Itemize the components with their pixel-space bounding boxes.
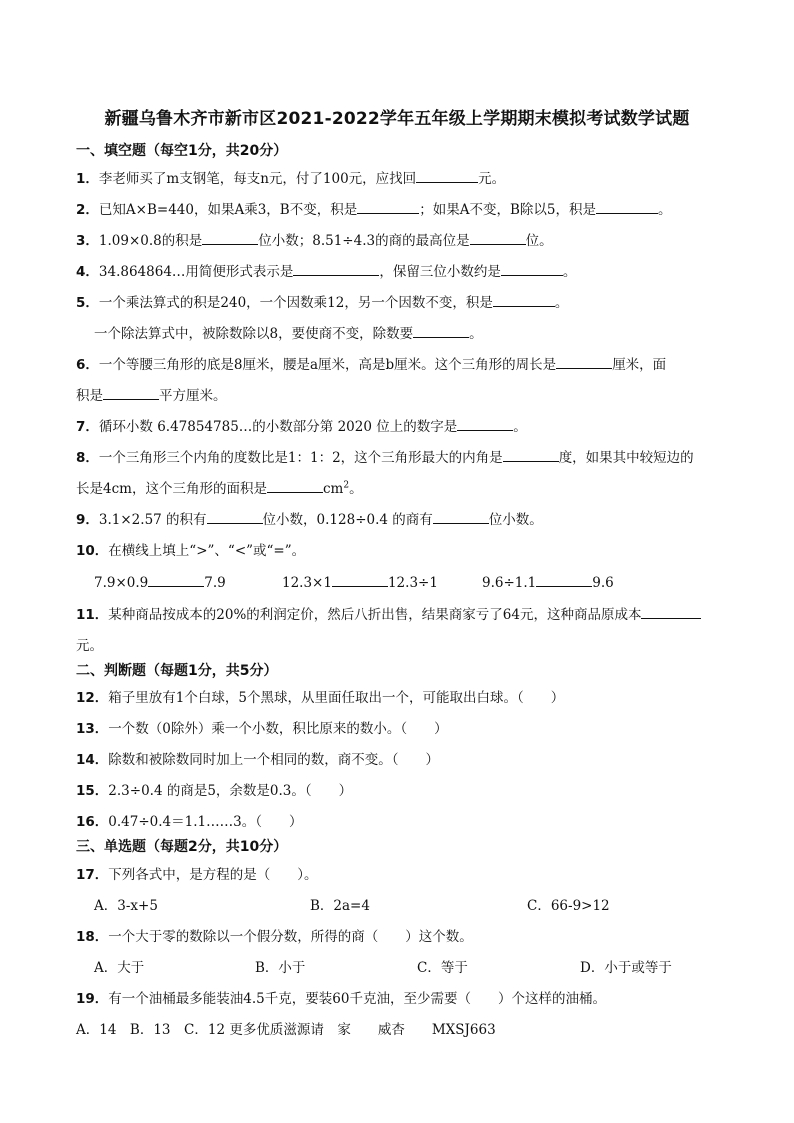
question-11 [76, 603, 748, 623]
question-text: 厘米，面 [612, 357, 667, 373]
question-2 [76, 198, 748, 218]
compare-left: 12.3×1 [282, 575, 332, 591]
question-text: 元。 [478, 171, 506, 187]
question-number: 2． [76, 202, 99, 218]
answer-blank[interactable] [207, 509, 263, 524]
question-number: 17． [76, 867, 109, 883]
question-10 [76, 539, 748, 559]
answer-blank[interactable] [357, 199, 419, 214]
question-text: 平方厘米。 [159, 388, 227, 404]
question-text: 除数和被除数同时加上一个相同的数，商不变。 [108, 752, 392, 768]
section-true-false-title: 二、判断题（每题1分，共5分） [76, 663, 278, 679]
judge-parentheses[interactable]: （ ） [516, 690, 565, 706]
question-8 [76, 446, 748, 466]
question-text: 位小数，0.128÷0.4 的商有 [262, 512, 433, 528]
compare-item-a [94, 572, 226, 591]
question-text: 一个乘法算式的积是240，一个因数乘12，另一个因数不变，积是 [98, 295, 493, 311]
section-fill-in-title: 一、填空题（每空1分，共20分） [76, 143, 288, 159]
question-number: 9． [76, 512, 99, 528]
judge-parentheses[interactable]: （ ） [391, 752, 440, 768]
question-number: 12． [76, 690, 109, 706]
unit-text: cm [322, 481, 344, 497]
question-text: 。 [554, 295, 569, 311]
question-text: 。 [658, 202, 672, 218]
answer-blank[interactable] [501, 261, 563, 276]
question-number: 18． [76, 929, 109, 945]
question-text: 。 [513, 419, 527, 435]
option-a[interactable]: A．3-x+5 [94, 898, 158, 914]
question-text: 位小数；8.51÷4.3的商的最高位是 [258, 233, 470, 249]
option-c[interactable]: C．66-9>12 [527, 898, 610, 914]
question-6 [76, 353, 748, 373]
question-text: 0.47÷0.4＝1.1……3。 [108, 814, 256, 830]
compare-left: 9.6÷1.1 [482, 575, 537, 591]
question-text: 。 [469, 326, 483, 342]
question-6-line-2 [76, 384, 748, 404]
question-text: 3.1×2.57 的积有 [98, 512, 207, 528]
compare-left: 7.9×0.9 [94, 575, 149, 591]
question-number: 15． [76, 783, 109, 799]
question-text: 34.864864…用简便形式表示是 [98, 264, 294, 280]
question-number: 3． [76, 233, 99, 249]
answer-blank[interactable] [641, 604, 701, 619]
judge-parentheses[interactable]: （ ） [400, 721, 448, 737]
section-multiple-choice-title: 三、单选题（每题2分，共10分） [76, 839, 288, 855]
question-text: 下列各式中，是方程的是（ ）。 [108, 867, 318, 883]
answer-blank[interactable] [293, 261, 379, 276]
question-11-line-2 [76, 634, 748, 654]
judge-parentheses[interactable]: （ ） [255, 814, 303, 830]
question-text: 一个大于零的数除以一个假分数，所得的商（ ）这个数。 [108, 929, 473, 945]
option-c[interactable]: C．等于 [417, 960, 468, 976]
answer-blank[interactable] [148, 572, 204, 587]
question-text: 1.09×0.8的积是 [98, 233, 203, 249]
question-7 [76, 415, 748, 435]
question-number: 10． [76, 543, 109, 559]
question-text: 度，如果其中较短边的 [558, 450, 694, 466]
page-title: 新疆乌鲁木齐市新市区2021-2022学年五年级上学期期末模拟考试数学试题 [104, 109, 690, 129]
question-16 [76, 810, 748, 830]
question-3 [76, 229, 748, 249]
question-18 [76, 925, 748, 945]
question-number: 16． [76, 814, 109, 830]
question-15 [76, 779, 748, 799]
answer-blank[interactable] [457, 416, 513, 431]
answer-blank[interactable] [470, 230, 526, 245]
compare-item-b [282, 572, 438, 591]
question-14 [76, 748, 748, 768]
question-text: 已知A×B=440，如果A乘3，B不变，积是 [98, 202, 358, 218]
question-8-line-2 [76, 477, 748, 497]
question-text: ；如果A不变，B除以5，积是 [419, 202, 596, 218]
question-19 [76, 987, 748, 1007]
answer-blank[interactable] [267, 478, 323, 493]
question-text: 2.3÷0.4 的商是5，余数是0.3。 [108, 783, 305, 799]
question-text: 箱子里放有1个白球，5个黑球，从里面任取出一个，可能取出白球。 [108, 690, 517, 706]
question-number: 14． [76, 752, 109, 768]
answer-blank[interactable] [103, 385, 159, 400]
answer-blank[interactable] [556, 354, 612, 369]
question-text: 某种商品按成本的20%的利润定价，然后八折出售，结果商家亏了64元，这种商品原成本 [108, 607, 642, 623]
question-5 [76, 291, 748, 311]
question-text: ，保留三位小数约是 [379, 264, 501, 280]
judge-parentheses[interactable]: （ ） [304, 783, 353, 799]
question-number: 13． [76, 721, 109, 737]
question-text: 一个除法算式中，被除数除以8，要使商不变，除数要 [94, 326, 414, 342]
question-text: 一个等腰三角形的底是8厘米，腰是a厘米，高是b厘米。这个三角形的周长是 [98, 357, 557, 373]
question-13 [76, 717, 748, 737]
answer-blank[interactable] [332, 572, 388, 587]
question-text: 元。 [76, 638, 103, 654]
question-number: 7． [76, 419, 99, 435]
answer-blank[interactable] [416, 168, 478, 183]
compare-right: 7.9 [204, 575, 226, 591]
answer-blank[interactable] [433, 509, 489, 524]
question-12 [76, 686, 748, 706]
question-text: 位小数。 [488, 512, 543, 528]
question-text: 位。 [525, 233, 553, 249]
question-1 [76, 167, 748, 187]
answer-blank[interactable] [493, 292, 555, 307]
option-d[interactable]: D．小于或等于 [580, 960, 672, 976]
question-17 [76, 863, 748, 883]
answer-blank[interactable] [413, 323, 469, 338]
question-number: 11． [76, 607, 109, 623]
question-19-options: A．14 B．13 C．12 更多优质滋源请 家 威杏 MXSJ663 [76, 1022, 496, 1038]
question-number: 1． [76, 171, 99, 187]
answer-blank[interactable] [202, 230, 258, 245]
question-text: 积是 [76, 388, 103, 404]
question-number: 6． [76, 357, 99, 373]
question-text: 李老师买了m支钢笔，每支n元，付了100元，应找回 [98, 171, 417, 187]
option-b[interactable]: B．小于 [255, 960, 306, 976]
option-b[interactable]: B．2a=4 [310, 898, 370, 914]
option-a[interactable]: A．大于 [94, 960, 145, 976]
question-number: 19． [76, 991, 109, 1007]
answer-blank[interactable] [536, 572, 592, 587]
question-9 [76, 508, 748, 528]
unit-exponent: 2 [343, 480, 350, 491]
question-number: 5． [76, 295, 99, 311]
question-number: 4． [76, 264, 99, 280]
question-text: 。 [562, 264, 577, 280]
compare-right: 12.3÷1 [387, 575, 438, 591]
question-text: 一个三角形三个内角的度数比是1：1：2，这个三角形最大的内角是 [98, 450, 503, 466]
compare-item-c [482, 572, 614, 591]
question-text: 长是4cm，这个三角形的面积是 [76, 481, 267, 497]
question-5-line-2 [94, 322, 748, 342]
answer-blank[interactable] [503, 447, 559, 462]
question-number: 8． [76, 450, 99, 466]
question-text: 一个数（0除外）乘一个小数，积比原来的数小。 [108, 721, 401, 737]
compare-right: 9.6 [592, 575, 614, 591]
question-4 [76, 260, 748, 280]
question-text: 有一个油桶最多能装油4.5千克，要装60千克油，至少需要（ ）个这样的油桶。 [108, 991, 606, 1007]
question-text: 。 [349, 481, 363, 497]
answer-blank[interactable] [596, 199, 658, 214]
question-text: 在横线上填上“>”、“<”或“=”。 [108, 543, 306, 559]
question-text: 循环小数 6.47854785…的小数部分第 2020 位上的数字是 [98, 419, 458, 435]
